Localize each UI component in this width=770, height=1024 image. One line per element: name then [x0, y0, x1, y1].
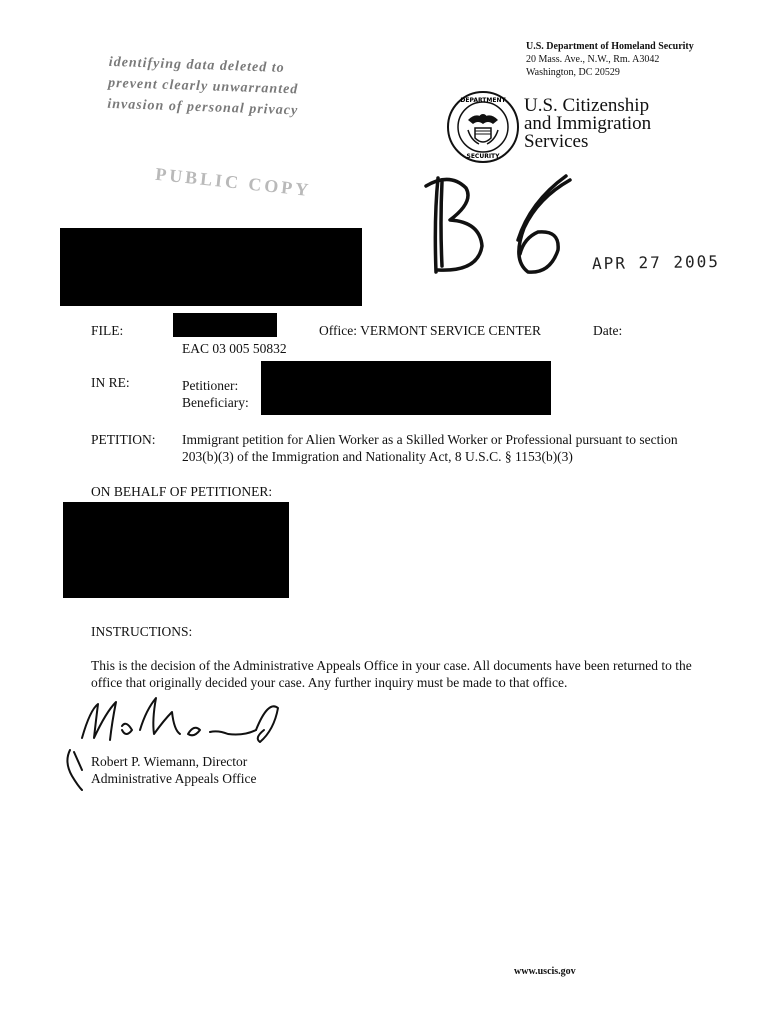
dhs-seal-icon: [446, 90, 520, 164]
date-stamp: APR 27 2005: [591, 251, 721, 274]
agency-name-line-2: and Immigration: [524, 113, 652, 134]
file-number: EAC 03 005 50832: [182, 341, 287, 356]
beneficiary-label: Beneficiary:: [182, 395, 249, 410]
on-behalf-label: ON BEHALF OF PETITIONER:: [91, 484, 273, 499]
address-line-1: 20 Mass. Ave., N.W., Rm. A3042: [526, 54, 660, 65]
petition-text: Immigrant petition for Alien Worker as a Skilled Worker or Professional pursuant to section 203(b)(3) of the Immigration and Nationality Act, 8 U.S.C. § 1153(b)(3): [182, 432, 678, 464]
agency-name: [524, 97, 651, 151]
signer-title: Administrative Appeals Office: [91, 771, 257, 786]
instructions-text: This is the decision of the Administrative Appeals Office in your case. All documents have been returned to the office that originally decided your case. Any further inquiry must be made to that office.: [91, 658, 692, 690]
privacy-stamp: [107, 52, 349, 123]
footer-url: www.uscis.gov: [514, 966, 576, 977]
redaction-block: [63, 502, 289, 598]
b6-handwritten-mark: [420, 168, 585, 280]
svg-text:SECURITY: SECURITY: [466, 153, 500, 160]
signer-name: Robert P. Wiemann, Director: [91, 754, 248, 769]
svg-text:DEPARTMENT: DEPARTMENT: [460, 97, 506, 104]
agency-address: [526, 40, 694, 79]
public-copy-stamp: PUBLIC COPY: [154, 163, 313, 201]
privacy-stamp-line-3: invasion of personal privacy: [107, 96, 299, 119]
department-name: U.S. Department of Homeland Security: [526, 41, 694, 52]
privacy-stamp-line-2: prevent clearly unwarranted: [107, 75, 299, 98]
instructions-label: INSTRUCTIONS:: [91, 624, 193, 639]
date-label: Date:: [593, 323, 623, 338]
redaction-block: [60, 228, 362, 306]
redaction-block: [173, 313, 277, 337]
petition-label: PETITION:: [91, 432, 156, 447]
office-text: Office: VERMONT SERVICE CENTER: [319, 323, 542, 338]
agency-name-line-1: U.S. Citizenship: [524, 95, 650, 116]
petitioner-label: Petitioner:: [182, 378, 239, 393]
in-re-label: IN RE:: [91, 375, 130, 390]
address-line-2: Washington, DC 20529: [526, 67, 620, 78]
agency-name-line-3: Services: [524, 131, 589, 152]
file-label: FILE:: [91, 323, 124, 338]
redaction-block: [261, 361, 551, 415]
privacy-stamp-line-1: identifying data deleted to: [108, 54, 285, 76]
